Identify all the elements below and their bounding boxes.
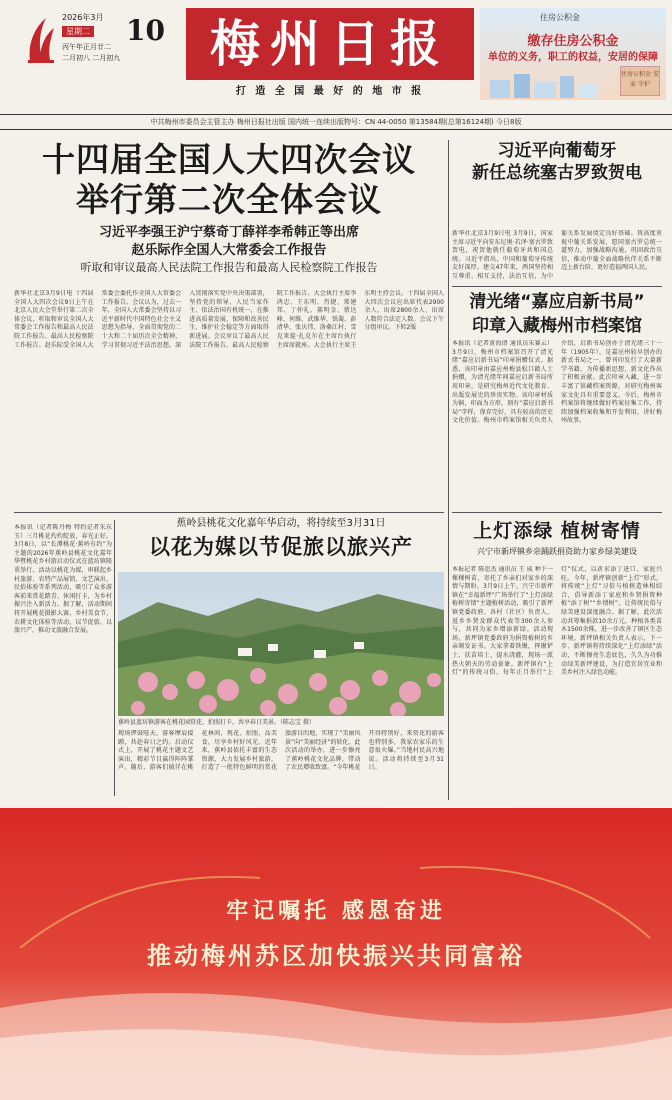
feature-body: 现场锣鼓喧天，游客摩肩接踵，共赴春日之约。启动仪式上，开展了桃花主题文艺演出，精彩节目赢得阵阵掌声。随后，游客们徜徉在桃花林间，观花、拍照、品美食，尽享乡村好风光。近年来，蕉岭县依托丰富的生态资源，大力发展乡村旅游，打造了一批特色鲜明的赏花旅游目的地，实现了“美丽风景”向“美丽经济”的转化。此次活动的举办，进一步擦亮了蕉岭桃花文化品牌，带动了农民增收致富。“今年桃花开得特别好，来赏花的游客也特别多，我家农家乐的生意很火爆。”当地村民高兴地说。活动将持续至3月31日。 (118, 730, 444, 772)
newspaper-title: 梅州日报 (186, 8, 474, 80)
lead-subtitle-3: 听取和审议最高人民法院工作报告和最高人民检察院工作报告 (80, 261, 378, 274)
banner-line-1: 牢记嘱托 感恩奋进 (226, 898, 446, 924)
lunar-date: 丙午年正月廿二 (62, 43, 111, 51)
publication-info-bar: 中共梅州市委员会主管主办 梅州日报社出版 国内统一连续出版物号：CN 44-0050 第13584期(总第16124期) 今日8版 (0, 114, 672, 130)
propaganda-banner (0, 808, 672, 1100)
story1-title-line-2: 新任总统塞古罗致贺电 (472, 163, 642, 183)
lead-subtitle-1: 习近平李强王沪宁蔡奇丁薛祥李希韩正等出席 (98, 225, 359, 240)
story-divider (14, 512, 444, 513)
newspaper-slogan: 打 造 全 国 最 好 的 地 市 报 (235, 86, 425, 97)
feature-header (118, 516, 444, 562)
story2-body: 本报讯（记者黄海清 通讯员朱赛云）3月9日，梅州市档案馆召开了清光绪“嘉应启新书局”印章捐赠仪式。据悉，该印章由嘉应州梅县松口籍人士捐赠，为清光绪年间嘉应启新书局所用印章，是研究梅州近代文化教育、出版发展史的珍贵实物。该印章材质为铜，印面为方形，刻有“嘉应启新书局”字样，保存完好，具有较高的历史文化价值。梅州市档案馆相关负责人介绍，启新书局创办于清光绪三十一年（1905年），是嘉应州较早创办的新式书局之一，曾刊印发行了大量新学书籍，为传播新思想、新文化作出了积极贡献。此次印章入藏，进一步丰富了馆藏档案资源，对研究梅州客家文化具有重要意义。今后，梅州市档案馆将继续做好档案征集工作，持续加强档案收集和开发利用，讲好梅州故事。 (452, 340, 662, 425)
story-divider (452, 512, 662, 513)
lead-title-line-2: 举行第二次全体会议 (76, 180, 382, 219)
lunar-date-2: 二月初八 二月初九 (62, 54, 121, 62)
story3-subtitle: 兴宁市新坪镇乡亲踊跃捐资助力家乡绿美建设 (477, 547, 637, 556)
story2-title-line-2: 印章入藏梅州市档案馆 (472, 316, 642, 336)
story3-body: 本报记者 陈思杰 通讯员 王 威 种下一棵棵树苗，寄托了乡亲们对家乡的深情与期盼。3月9日上午，兴宁市新坪镇在“幸福新坪”广场举行了“上灯添绿 植树寄情”主题植树活动，吸引了新坪镇党委政府、各村（社区）负责人、返乡乡贤及群众代表等300余人参与，共同为家乡增添新绿。活动现场，新坪镇党委政府为捐资植树的乡亲颁发证书。大家拿着铁锹，挥锹铲土、扶苗培土、提水浇灌，现场一派热火朝天的劳动景象。新坪镇有“上灯”的传统习俗，每年正月举行“上灯”仪式，以祈求添丁进口、家庭兴旺。今年，新坪镇创新“上灯”形式，将传统“上灯”习俗与植树造林相结合，倡导新添丁家庭和乡贤捐资种植“添丁树”“乡情树”，让传统民俗与绿美建设深度融合。据了解，此次活动共筹集捐款10余万元，种植各类苗木1500余株，进一步改善了镇区生态环境。新坪镇相关负责人表示，下一步，新坪镇将持续深化“上灯添绿”活动，不断擦亮生态底色，久久为功推动绿美新坪建设，为打造宜居宜业和美乡村注入绿色动能。 (452, 566, 662, 677)
ad-subline: 单位的义务，职工的权益，安居的保障 (488, 52, 658, 63)
lead-story-header (14, 140, 444, 276)
story1-title-line-1: 习近平向葡萄牙 (497, 141, 617, 161)
masthead (0, 0, 672, 100)
xi-congratulation-story (452, 140, 662, 184)
housing-fund-ad[interactable] (480, 8, 666, 100)
feature-kicker: 蕉岭县桃花文化嘉年华启动，将持续至3月31日 (176, 518, 386, 529)
tree-planting-story (452, 516, 662, 558)
newspaper-emblem-icon (24, 14, 58, 64)
story1-body: 新华社北京3月9日电 3月9日，国家主席习近平向安东尼奥·若泽·塞古罗致贺电，祝贺他就任葡萄牙共和国总统。习近平指出，中国和葡萄牙传统友好深厚。建交47年来，两国坚持相互尊重、相互支持，法治互信，为中葡关系发展奠定良好基础。我高度重视中葡关系发展，愿同塞古罗总统一道努力，加强战略沟通，巩固政治互信，推动中葡全面战略伙伴关系不断迈上新台阶，更好造福两国人民。 (452, 230, 662, 280)
photo-caption: 蕉岭县蓝坊镇游客在桃花园赏花、拍照打卡，共享春日美景。（陈志宝 摄） (118, 719, 315, 726)
column-divider (114, 520, 115, 796)
lead-story-body: 新华社北京3月9日电 十四届全国人大四次会议9日上午在北京人民大会堂举行第二次全体会议，听取和审议全国人大常委会工作报告和最高人民法院工作报告、最高人民检察院工作报告。赵乐际受全国人大常委会委托作全国人大常委会工作报告。会议认为，过去一年，全国人大常委会坚持以习近平新时代中国特色社会主义思想为指导，全面贯彻党的二十大和二十届历次全会精神，学习贯彻习近平法治思想，深入贯彻落实党中央决策部署，坚持党的领导、人民当家作主、依法治国有机统一，在推进高质量发展、保障和改善民生、维护社会稳定等方面取得新进展。会议审议了最高人民法院工作报告，最高人民检察院工作报告。大会执行主席李鸿忠、王东明、肖捷、郑建邦、丁仲礼、郝明金、蔡达峰、何维、武维华、铁凝、彭清华、张庆伟、洛桑江村、雪克来提·扎克尔在主席台执行主席席就座。大会执行主席王东明主持会议。十四届全国人大四次会议应出席代表2900余人，出席2800余人，出席人数符合法定人数。会议下午分组审议。下转2版 (14, 290, 444, 349)
feature-title: 以花为媒以节促旅以旅兴产 (149, 534, 413, 559)
ad-headline: 缴存住房公积金 (527, 34, 619, 49)
lead-subtitle-2: 赵乐际作全国人大常委会工作报告 (131, 243, 327, 258)
story2-title-line-1: 清光绪“嘉应启新书局” (469, 292, 645, 312)
story3-title: 上灯添绿 植树寄情 (473, 520, 641, 542)
ad-brand: 住房公积金 (540, 13, 580, 22)
page-number: 10 (126, 14, 165, 47)
story-divider (452, 286, 662, 287)
issue-weekday: 星期二 (62, 26, 94, 37)
peach-blossom-valley-photo (118, 572, 444, 716)
issue-date: 2026年3月 (62, 13, 104, 22)
feature-left-body: 本报讯（记者陈丹梅 特约记者朱东玉）三月桃花灼灼绽放，春光正好。3月8日，以“长潭桃花·蕉岭有约”为主题的2026年蕉岭县桃花文化嘉年华暨桃花乡村游启动仪式在蓝坊镇隆重举行。活动以桃花为媒，串联起乡村旅游、农特产品展销、文艺演出、民俗体验等系列活动，吸引了众多游客前来赏花踏青、休闲打卡，为乡村振兴注入新活力。据了解，活动期间将开展桃花摄影大赛、乡村美食节、农耕文化体验等活动，以节促旅、以旅兴产，推动文旅融合发展。 (14, 524, 112, 635)
houses-illustration-icon (490, 68, 600, 98)
ad-card: 住房公积金 安家 守护 (620, 66, 660, 96)
column-divider (448, 140, 449, 800)
lead-title-line-1: 十四届全国人大四次会议 (42, 140, 416, 179)
seal-archive-story (452, 290, 662, 338)
banner-line-2: 推动梅州苏区加快振兴共同富裕 (147, 941, 525, 970)
